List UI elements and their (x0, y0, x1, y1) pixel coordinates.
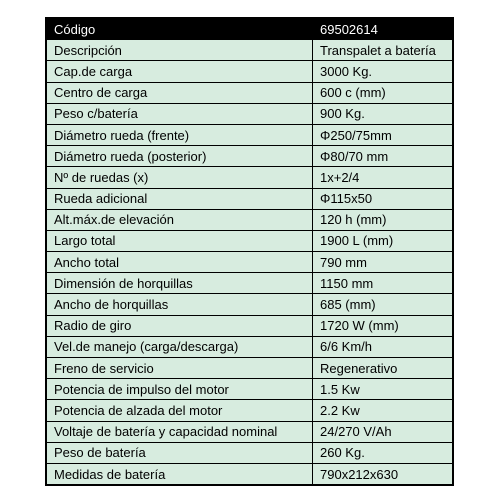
row-value-cell: 1900 L (mm) (313, 230, 454, 251)
table-row (46, 273, 453, 294)
row-value-cell: 900 Kg. (313, 103, 454, 124)
row-value-cell: 24/270 V/Ah (313, 421, 454, 442)
row-label-cell: Diámetro rueda (frente) (46, 124, 313, 145)
table-row (46, 82, 453, 103)
row-label-cell: Vel.de manejo (carga/descarga) (46, 336, 313, 357)
row-value-cell: 1150 mm (313, 273, 454, 294)
row-label-cell: Descripción (46, 40, 313, 61)
row-label-cell: Freno de servicio (46, 358, 313, 379)
row-value-cell: 1.5 Kw (313, 379, 454, 400)
table-row (46, 336, 453, 357)
table-row (46, 294, 453, 315)
row-label-cell: Nº de ruedas (x) (46, 167, 313, 188)
row-value-cell: 260 Kg. (313, 442, 454, 463)
row-value-cell: Φ250/75mm (313, 124, 454, 145)
row-label-cell: Cap.de carga (46, 61, 313, 82)
table-row (46, 252, 453, 273)
table-row (46, 442, 453, 463)
row-value-cell: 120 h (mm) (313, 209, 454, 230)
row-value-cell: 1720 W (mm) (313, 315, 454, 336)
row-value-cell: 2.2 Kw (313, 400, 454, 421)
spec-table (45, 17, 454, 486)
table-row (46, 103, 453, 124)
row-label-cell: Rueda adicional (46, 188, 313, 209)
row-value-cell: Φ80/70 mm (313, 146, 454, 167)
row-value-cell: 6/6 Km/h (313, 336, 454, 357)
table-row (46, 358, 453, 379)
table-row (46, 421, 453, 442)
row-label-cell: Potencia de impulso del motor (46, 379, 313, 400)
header-label-cell: Código (46, 18, 313, 40)
row-value-cell: 1x+2/4 (313, 167, 454, 188)
table-row (46, 463, 453, 485)
row-label-cell: Voltaje de batería y capacidad nominal (46, 421, 313, 442)
row-label-cell: Ancho de horquillas (46, 294, 313, 315)
row-label-cell: Centro de carga (46, 82, 313, 103)
row-value-cell: 790 mm (313, 252, 454, 273)
row-label-cell: Medidas de batería (46, 463, 313, 485)
table-header-row (46, 18, 453, 40)
table-row (46, 230, 453, 251)
table-row (46, 315, 453, 336)
table-row (46, 167, 453, 188)
spec-table-body (46, 18, 453, 485)
row-label-cell: Ancho total (46, 252, 313, 273)
row-label-cell: Radio de giro (46, 315, 313, 336)
row-label-cell: Largo total (46, 230, 313, 251)
table-row (46, 209, 453, 230)
row-value-cell: Regenerativo (313, 358, 454, 379)
table-row (46, 124, 453, 145)
row-label-cell: Diámetro rueda (posterior) (46, 146, 313, 167)
row-label-cell: Peso c/batería (46, 103, 313, 124)
row-label-cell: Potencia de alzada del motor (46, 400, 313, 421)
row-value-cell: 3000 Kg. (313, 61, 454, 82)
row-value-cell: 790x212x630 (313, 463, 454, 485)
table-row (46, 40, 453, 61)
table-row (46, 400, 453, 421)
row-label-cell: Alt.máx.de elevación (46, 209, 313, 230)
table-row (46, 146, 453, 167)
row-value-cell: Transpalet a batería (313, 40, 454, 61)
table-row (46, 188, 453, 209)
row-value-cell: Φ115x50 (313, 188, 454, 209)
table-row (46, 61, 453, 82)
table-row (46, 379, 453, 400)
row-value-cell: 600 c (mm) (313, 82, 454, 103)
header-value-cell: 69502614 (313, 18, 454, 40)
row-label-cell: Dimensión de horquillas (46, 273, 313, 294)
row-value-cell: 685 (mm) (313, 294, 454, 315)
row-label-cell: Peso de batería (46, 442, 313, 463)
